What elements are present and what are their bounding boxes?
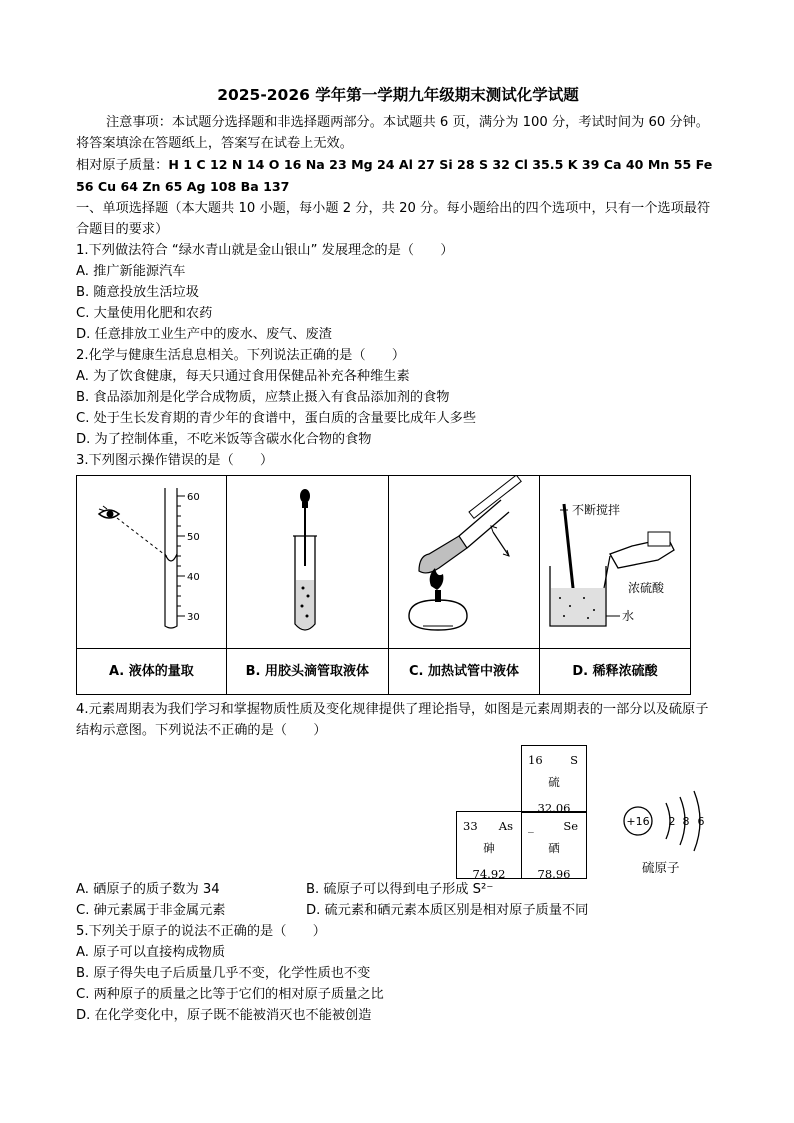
q5-option-b: B. 原子得失电子后质量几乎不变，化学性质也不变	[76, 966, 371, 981]
tick-label-60: 60	[187, 492, 201, 503]
q1-option-c: C. 大量使用化肥和农药	[76, 306, 213, 321]
q2-option-d: D. 为了控制体重，不吃米饭等含碳水化合物的食物	[76, 432, 372, 447]
element-cell-selenium	[521, 811, 587, 879]
q1-option-a: A. 推广新能源汽车	[76, 264, 186, 279]
notice-text: 注意事项：本试题分选择题和非选择题两部分。本试题共 6 页，满分为 100 分，考试时间为 60 分钟。将答案填涂在答题纸上，答案写在试卷上无效。	[76, 115, 709, 151]
dilute-acid-diagram	[540, 476, 690, 641]
graduated-cylinder-diagram	[77, 476, 225, 641]
water-label: 水	[621, 609, 634, 623]
q1-option-d: D. 任意排放工业生产中的废水、废气、废渣	[76, 327, 332, 342]
caption-b: B. 用胶头滴管取液体	[226, 649, 388, 695]
element-mass: 74.92	[472, 867, 506, 881]
q3-figure-table	[76, 475, 691, 695]
exam-title: 2025-2026 学年第一学期九年级期末测试化学试题	[217, 86, 579, 104]
shell-1-count: 2	[668, 815, 676, 828]
q2-option-c: C. 处于生长发育期的青少年的食谱中，蛋白质的含量要比成年人多些	[76, 411, 477, 426]
tick-label-30: 30	[187, 612, 201, 623]
q4-options-row-2	[76, 900, 720, 921]
element-symbol: S	[570, 753, 578, 767]
fig-dilute-acid	[539, 476, 690, 649]
atomic-number: 16	[528, 753, 543, 767]
dropper-diagram	[227, 476, 387, 641]
atomic-mass-label: 相对原子质量：	[76, 158, 169, 173]
q4-option-a: A. 硒原子的质子数为 34	[76, 882, 220, 897]
acid-label: 浓硫酸	[627, 581, 664, 595]
tick-label-50: 50	[187, 532, 201, 543]
q2-stem: 2.化学与健康生活息息相关。下列说法正确的是（ ）	[76, 348, 406, 363]
element-mass: 32.06	[537, 801, 571, 815]
heating-tube-diagram	[389, 476, 539, 641]
q4-stem: 4.元素周期表为我们学习和掌握物质性质及变化规律提供了理论指导，如图是元素周期表的一部分以及硫原子结构示意图。下列说法不正确的是（ ）	[76, 702, 709, 738]
fig-dropper	[226, 476, 388, 649]
element-name: 硫	[548, 775, 560, 789]
caption-a: A. 液体的量取	[77, 649, 227, 695]
q4-figure	[76, 745, 720, 879]
fig-heating-tube	[388, 476, 539, 649]
q4-option-b: B. 硫原子可以得到电子形成 S²⁻	[306, 882, 494, 897]
shell-2-count: 8	[682, 815, 690, 828]
q5-stem: 5.下列关于原子的说法不正确的是（ ）	[76, 924, 326, 939]
nucleus-charge: +16	[626, 815, 650, 828]
element-cell-sulfur	[521, 745, 587, 813]
element-name: 硒	[548, 841, 560, 855]
caption-c: C. 加热试管中液体	[388, 649, 539, 695]
q2-option-a: A. 为了饮食健康，每天只通过食用保健品补充各种维生素	[76, 369, 410, 384]
atomic-mass-line	[76, 154, 720, 198]
q5-option-a: A. 原子可以直接构成物质	[76, 945, 226, 960]
atomic-mass-values: H 1 C 12 N 14 O 16 Na 23 Mg 24 Al 27 Si 28 S 32 Cl 35.5 K 39 Ca 40 Mn 55 Fe 56 Cu 64 Zn 65 Ag 108 Ba 137	[76, 157, 713, 194]
atomic-number: 33	[463, 819, 478, 833]
element-symbol: Se	[563, 819, 578, 833]
atomic-number: _	[528, 819, 534, 833]
q4-option-d: D. 硫元素和硒元素本质区别是相对原子质量不同	[306, 903, 589, 918]
tick-label-40: 40	[187, 572, 201, 583]
stir-label: 不断搅拌	[571, 503, 620, 517]
section-heading: 一、单项选择题（本大题共 10 小题，每小题 2 分，共 20 分。每小题给出的四个选项中，只有一个选项最符合题目的要求）	[76, 201, 711, 237]
q2-option-b: B. 食品添加剂是化学合成物质，应禁止摄入有食品添加剂的食物	[76, 390, 450, 405]
q5-option-d: D. 在化学变化中，原子既不能被消灭也不能被创造	[76, 1008, 372, 1023]
q4-options-row-1	[76, 879, 720, 900]
exam-page	[76, 84, 720, 1026]
element-name: 砷	[483, 841, 495, 855]
fig-graduated-cylinder	[77, 476, 227, 649]
caption-d: D. 稀释浓硫酸	[539, 649, 690, 695]
q5-option-c: C. 两种原子的质量之比等于它们的相对原子质量之比	[76, 987, 384, 1002]
element-cell-arsenic	[456, 811, 522, 879]
q1-stem: 1.下列做法符合 “绿水青山就是金山银山” 发展理念的是（ ）	[76, 243, 454, 258]
q3-stem: 3.下列图示操作错误的是（ ）	[76, 453, 274, 468]
sulfur-atom-diagram	[616, 785, 720, 857]
eye-icon	[99, 506, 119, 518]
shell-3-count: 6	[697, 815, 705, 828]
element-symbol: As	[498, 819, 513, 833]
q1-option-b: B. 随意投放生活垃圾	[76, 285, 199, 300]
q4-option-c: C. 砷元素属于非金属元素	[76, 903, 226, 918]
atom-caption: 硫原子	[642, 860, 680, 875]
element-mass: 78.96	[537, 867, 571, 881]
